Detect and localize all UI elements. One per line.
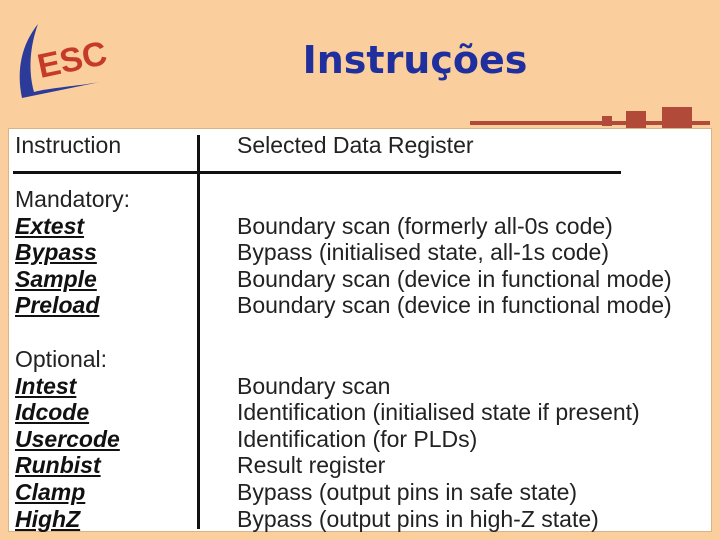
page-title: Instruções (302, 38, 528, 82)
register-description: Identification (initialised state if present) (237, 399, 640, 425)
register-description: Boundary scan (device in functional mode) (237, 266, 672, 292)
decorative-square (626, 111, 646, 129)
instruction-name: HighZ (15, 506, 81, 532)
register-description: Result register (237, 452, 386, 478)
column-divider (197, 135, 200, 529)
instruction-name: Bypass (15, 239, 97, 265)
instruction-name: Preload (15, 292, 100, 318)
header-instruction: Instruction (15, 132, 122, 158)
decorative-square (602, 116, 612, 126)
instruction-name: Clamp (15, 479, 86, 505)
register-description: Boundary scan (237, 373, 391, 399)
optional-label: Optional: (15, 346, 108, 372)
instruction-name: Runbist (15, 452, 101, 478)
decorative-square (662, 107, 692, 129)
header-selected-register: Selected Data Register (237, 132, 474, 158)
instruction-table (8, 128, 712, 532)
register-description: Identification (for PLDs) (237, 426, 478, 452)
instruction-name: Idcode (15, 399, 90, 425)
mandatory-label: Mandatory: (15, 186, 131, 212)
instruction-name: Usercode (15, 426, 120, 452)
instruction-name: Extest (15, 213, 85, 239)
register-description: Bypass (output pins in safe state) (237, 479, 578, 505)
header-divider (13, 171, 621, 174)
register-description: Boundary scan (formerly all-0s code) (237, 213, 613, 239)
register-description: Boundary scan (device in functional mode) (237, 292, 672, 318)
register-description: Bypass (output pins in high-Z state) (237, 506, 599, 532)
instruction-name: Sample (15, 266, 97, 292)
instruction-name: Intest (15, 373, 77, 399)
logo-text: ESC (34, 34, 111, 86)
register-description: Bypass (initialised state, all-1s code) (237, 239, 609, 265)
